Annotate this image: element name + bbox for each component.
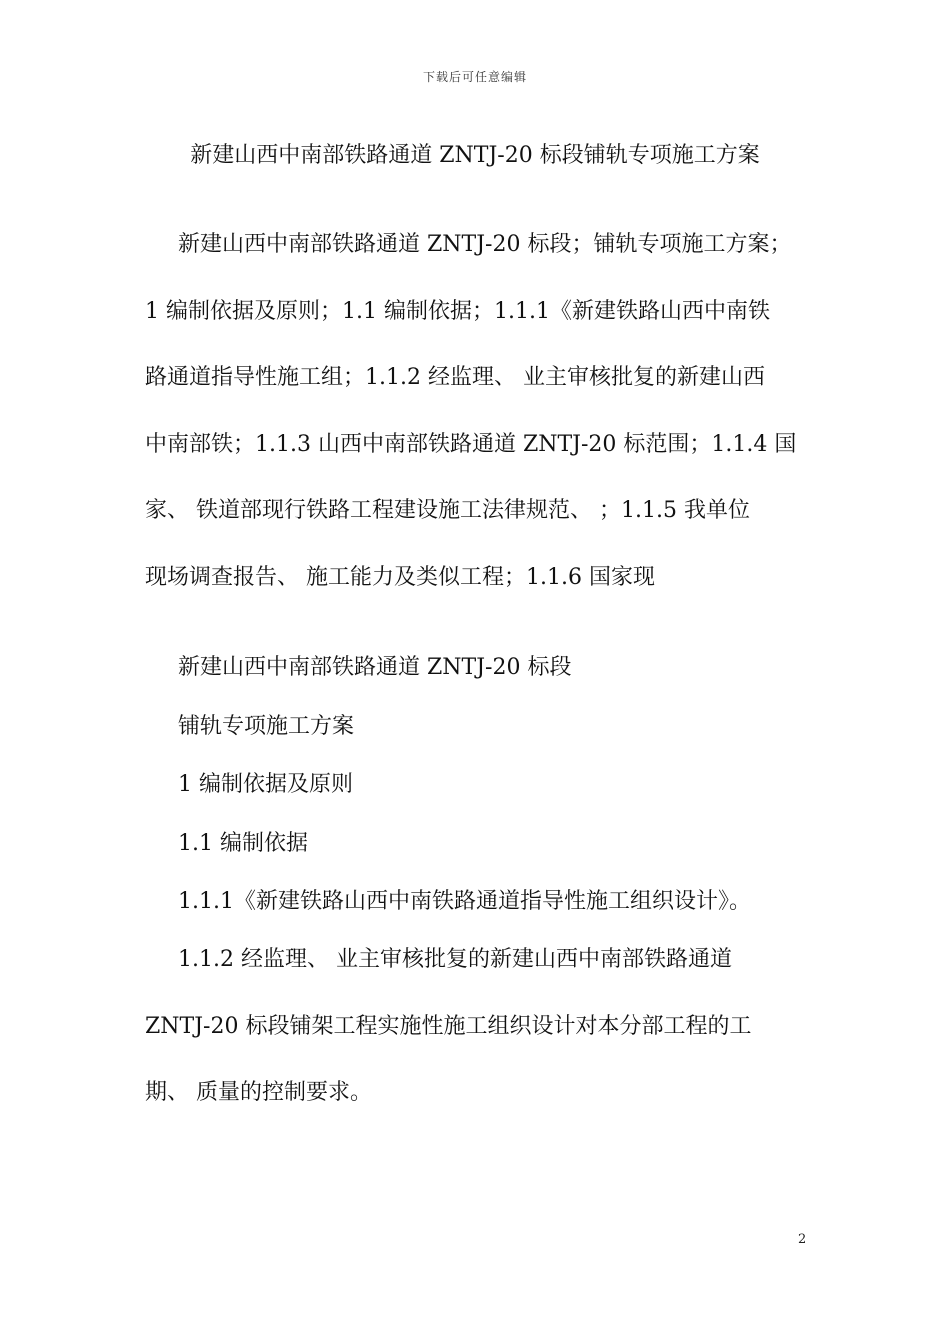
plan-name: 铺轨专项施工方案 bbox=[178, 714, 355, 739]
item-1-1-2-line: ZNTJ-20 标段铺架工程实施性施工组织设计对本分部工程的工 bbox=[145, 1014, 752, 1039]
header-note: 下载后可任意编辑 bbox=[422, 70, 527, 84]
document-title: 新建山西中南部铁路通道 ZNTJ-20 标段铺轨专项施工方案 bbox=[190, 143, 760, 168]
summary-line: 中南部铁；1.1.3 山西中南部铁路通道 ZNTJ-20 标范围；1.1.4 国 bbox=[145, 431, 797, 457]
summary-line: 新建山西中南部铁路通道 ZNTJ-20 标段；铺轨专项施工方案； bbox=[178, 232, 792, 257]
item-1-1-2-line: 1.1.2 经监理、 业主审核批复的新建山西中南部铁路通道 bbox=[178, 947, 732, 972]
summary-line: 现场调查报告、 施工能力及类似工程；1.1.6 国家现 bbox=[145, 564, 655, 590]
heading-1: 1 编制依据及原则 bbox=[178, 772, 353, 797]
item-1-1-2-line: 期、 质量的控制要求。 bbox=[145, 1080, 372, 1105]
page-number: 2 bbox=[798, 1232, 807, 1247]
summary-line: 路通道指导性施工组；1.1.2 经监理、 业主审核批复的新建山西 bbox=[145, 365, 765, 390]
summary-line: 家、 铁道部现行铁路工程建设施工法律规范、 ；1.1.5 我单位 bbox=[145, 498, 750, 523]
summary-line: 1 编制依据及原则；1.1 编制依据；1.1.1《新建铁路山西中南铁 bbox=[145, 298, 770, 324]
item-1-1-1: 1.1.1《新建铁路山西中南铁路通道指导性施工组织设计》。 bbox=[178, 889, 751, 914]
section-name: 新建山西中南部铁路通道 ZNTJ-20 标段 bbox=[178, 655, 572, 680]
heading-1-1: 1.1 编制依据 bbox=[178, 831, 308, 856]
summary-paragraph bbox=[145, 212, 810, 611]
